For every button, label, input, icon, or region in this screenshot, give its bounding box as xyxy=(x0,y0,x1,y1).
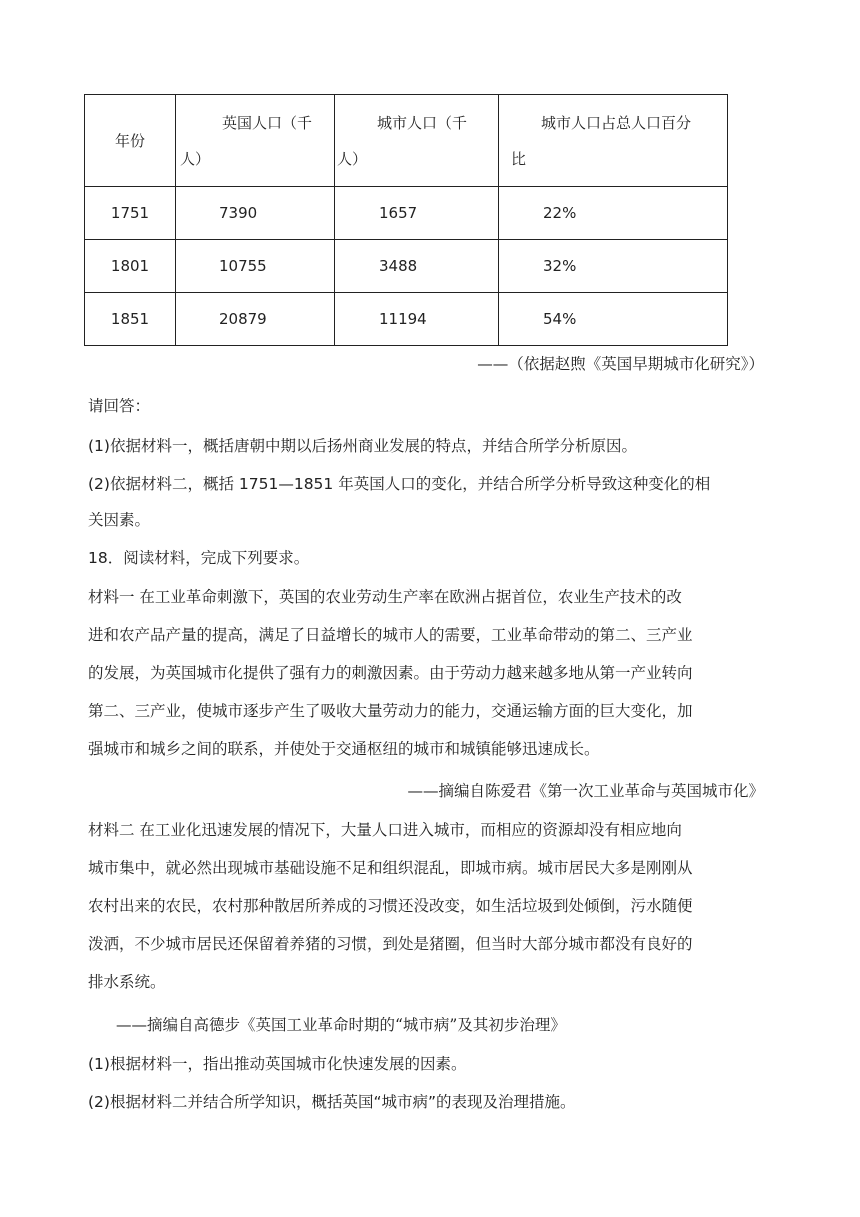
cell-city-population: 1657 xyxy=(335,187,499,240)
cell-year: 1751 xyxy=(85,187,176,240)
question-17-2-line2: 关因素。 xyxy=(88,511,151,529)
header-city-population xyxy=(335,95,499,187)
header-city-population-line2: 人） xyxy=(337,149,368,168)
material2-source: ——摘编自高德步《英国工业革命时期的“城市病”及其初步治理》 xyxy=(116,1016,566,1034)
question-17-1: (1)依据材料一，概括唐朝中期以后扬州商业发展的特点，并结合所学分析原因。 xyxy=(88,437,637,455)
header-year: 年份 xyxy=(85,95,176,187)
table-header-row xyxy=(85,95,728,187)
material1-line5: 强城市和城乡之间的联系，并使处于交通枢纽的城市和城镇能够迅速成长。 xyxy=(88,740,600,758)
material2-line2: 城市集中，就必然出现城市基础设施不足和组织混乱，即城市病。城市居民大多是刚刚从 xyxy=(88,859,693,877)
material1-line2: 进和农产品产量的提高，满足了日益增长的城市人的需要，工业革命带动的第二、三产业 xyxy=(88,626,693,644)
cell-uk-population: 7390 xyxy=(176,187,335,240)
cell-city-percentage: 22% xyxy=(499,187,728,240)
material2-line4: 泼洒，不少城市居民还保留着养猪的习惯，到处是猪圈，但当时大部分城市都没有良好的 xyxy=(88,935,693,953)
cell-city-percentage: 32% xyxy=(499,240,728,293)
answer-prompt: 请回答： xyxy=(88,397,151,415)
header-city-percentage xyxy=(499,95,728,187)
material2-line3: 农村出来的农民，农村那种散居所养成的习惯还没改变，如生活垃圾到处倾倒，污水随便 xyxy=(88,897,693,915)
header-uk-population-line2: 人） xyxy=(180,149,211,168)
material1-line3: 的发展，为英国城市化提供了强有力的刺激因素。由于劳动力越来越多地从第一产业转向 xyxy=(88,664,693,682)
population-table xyxy=(84,94,728,346)
question-18-2: (2)根据材料二并结合所学知识，概括英国“城市病”的表现及治理措施。 xyxy=(88,1093,576,1111)
table-row xyxy=(85,187,728,240)
cell-uk-population: 10755 xyxy=(176,240,335,293)
cell-city-percentage: 54% xyxy=(499,293,728,346)
header-city-percentage-line1: 城市人口占总人口百分 xyxy=(541,113,692,132)
material2-line5: 排水系统。 xyxy=(88,973,166,991)
question-18-title: 18．阅读材料，完成下列要求。 xyxy=(88,549,310,567)
question-17-2-line1: (2)依据材料二，概括 1751—1851 年英国人口的变化，并结合所学分析导致这种变化的相 xyxy=(88,475,711,493)
cell-city-population: 11194 xyxy=(335,293,499,346)
table-source-citation: ——（依据赵煦《英国早期城市化研究》） xyxy=(477,355,764,373)
header-city-percentage-line2: 比 xyxy=(511,149,527,168)
cell-uk-population: 20879 xyxy=(176,293,335,346)
material1-line4: 第二、三产业，使城市逐步产生了吸收大量劳动力的能力，交通运输方面的巨大变化，加 xyxy=(88,702,693,720)
material1-line1: 材料一 在工业革命刺激下，英国的农业劳动生产率在欧洲占据首位，农业生产技术的改 xyxy=(88,588,682,606)
header-uk-population-line1: 英国人口（千 xyxy=(222,113,313,132)
cell-city-population: 3488 xyxy=(335,240,499,293)
question-18-1: (1)根据材料一，指出推动英国城市化快速发展的因素。 xyxy=(88,1055,467,1073)
material1-source: ——摘编自陈爱君《第一次工业革命与英国城市化》 xyxy=(407,782,764,800)
header-city-population-line1: 城市人口（千 xyxy=(377,113,468,132)
header-uk-population xyxy=(176,95,335,187)
cell-year: 1801 xyxy=(85,240,176,293)
table-row xyxy=(85,293,728,346)
cell-year: 1851 xyxy=(85,293,176,346)
material2-line1: 材料二 在工业化迅速发展的情况下，大量人口进入城市，而相应的资源却没有相应地向 xyxy=(88,821,682,839)
table-row xyxy=(85,240,728,293)
